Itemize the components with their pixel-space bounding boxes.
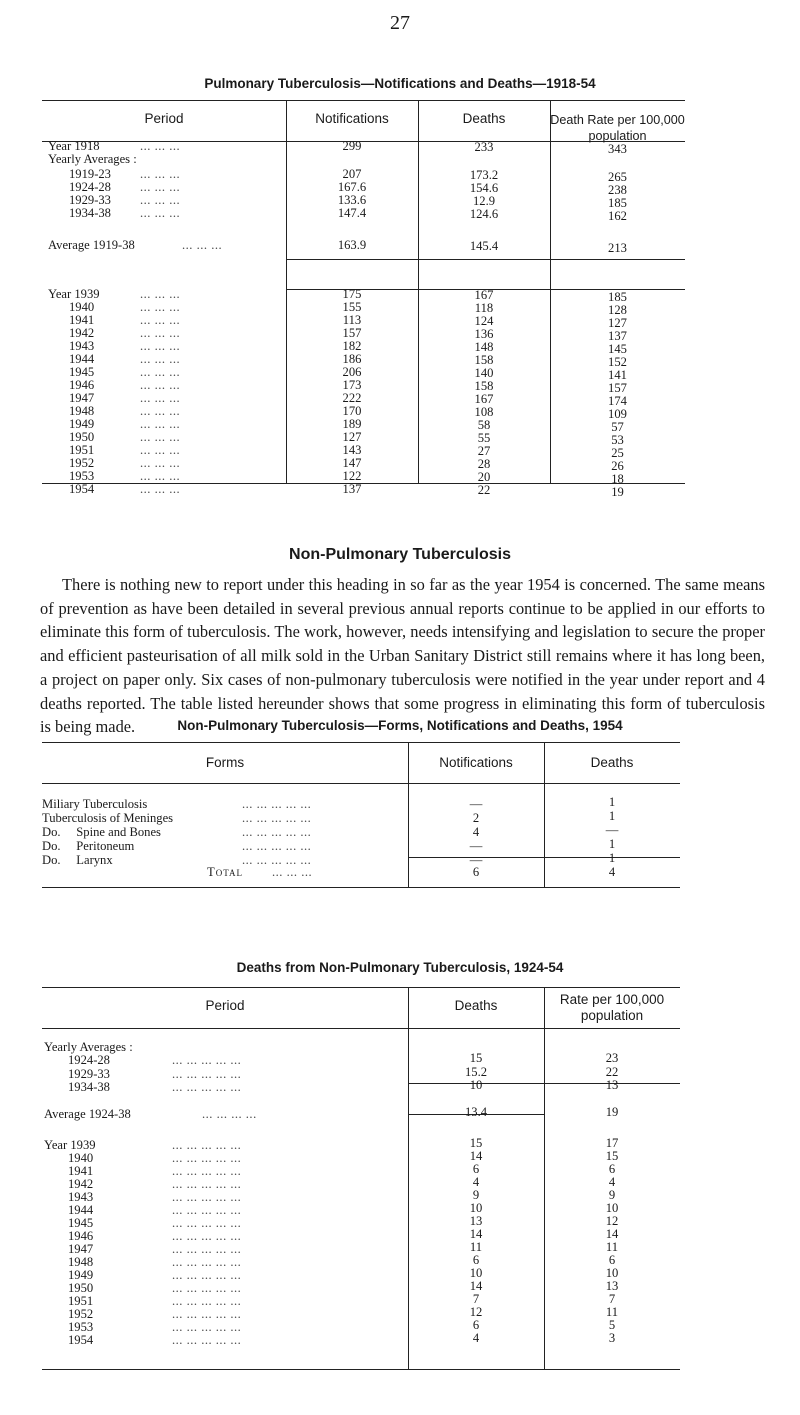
leader-dots: ... ... ... [182, 238, 223, 252]
notifications-cell: 147.4 [337, 206, 367, 220]
pulmonary-table [42, 100, 685, 499]
notifications-cell: 147 [342, 456, 362, 470]
rate-cell: 185 [608, 196, 627, 210]
rate-cell: 145 [608, 342, 627, 356]
deaths-cell: 20 [477, 470, 491, 484]
leader-dots: ... ... ... [140, 300, 181, 314]
table1-title: Pulmonary Tuberculosis—Notifications and Deaths—1918-54 [204, 76, 596, 91]
row-label: Do. Larynx [42, 853, 113, 867]
leader-dots: ... ... ... [140, 469, 181, 483]
row-label: 1946 [69, 378, 95, 392]
row-label: Yearly Averages : [48, 152, 137, 166]
row-label: 1953 [69, 469, 95, 483]
notifications-cell: 157 [342, 326, 362, 340]
deaths-cell: 11 [469, 1240, 483, 1254]
leader-dots: ... ... ... ... ... [242, 853, 312, 867]
rate-cell: 141 [608, 368, 627, 382]
deaths-cell: 1 [608, 809, 616, 823]
deaths-cell: 118 [474, 301, 494, 315]
deaths-cell: 14 [469, 1149, 483, 1163]
deaths-cell: 158 [474, 379, 494, 393]
rate-cell: 157 [608, 381, 627, 395]
notifications-cell: 122 [342, 469, 362, 483]
col-rate: Rate per 100,000 population [559, 992, 665, 1023]
leader-dots: ... ... ... ... ... [172, 1268, 242, 1282]
row-label: 1954 [68, 1333, 94, 1347]
row-label: 1943 [69, 339, 95, 353]
notifications-cell: 299 [342, 139, 362, 153]
row-label: 1945 [68, 1216, 94, 1230]
row-label: 1946 [68, 1229, 94, 1243]
row-label: 1941 [69, 313, 95, 327]
rate-cell: 185 [608, 290, 627, 304]
notifications-cell: 182 [342, 339, 362, 353]
leader-dots: ... ... ... ... ... [172, 1151, 242, 1165]
leader-dots: ... ... ... ... ... [172, 1307, 242, 1321]
deaths-cell: 10 [469, 1201, 483, 1215]
deaths-cell: 136 [474, 327, 494, 341]
rate-cell: 213 [608, 241, 627, 255]
rate-cell: 6 [608, 1253, 616, 1267]
row-label: 1942 [68, 1177, 94, 1191]
table3-title: Deaths from Non-Pulmonary Tuberculosis, 1924-54 [236, 960, 564, 975]
rate-cell: 11 [605, 1240, 619, 1254]
non-pulmonary-deaths-table [42, 987, 680, 1370]
rate-cell: 174 [608, 394, 627, 408]
deaths-cell: 15.2 [464, 1065, 488, 1079]
notifications-cell: 2 [472, 811, 480, 825]
col-deaths: Deaths [462, 111, 506, 126]
row-label: 1948 [68, 1255, 94, 1269]
table2-header [42, 743, 680, 784]
rate-cell: 127 [608, 316, 627, 330]
deaths-cell: — [605, 823, 619, 837]
leader-dots: ... ... ... ... ... [172, 1281, 242, 1295]
deaths-cell: 145.4 [469, 239, 499, 253]
row-label: 1941 [68, 1164, 94, 1178]
deaths-cell: 28 [477, 457, 491, 471]
rate-cell: 26 [611, 459, 624, 473]
deaths-cell: 13.4 [464, 1105, 488, 1119]
row-label: 1929-33 [68, 1067, 110, 1081]
leader-dots: ... ... ... ... ... [172, 1255, 242, 1269]
leader-dots: ... ... ... [140, 391, 181, 405]
page-number: 27 [390, 12, 410, 34]
col-deaths: Deaths [590, 755, 634, 770]
deaths-cell: 167 [474, 392, 494, 406]
total-notifications: 6 [472, 865, 480, 879]
deaths-cell: 7 [472, 1292, 480, 1306]
rate-cell: 109 [608, 407, 627, 421]
row-label: 1940 [68, 1151, 94, 1165]
leader-dots: ... ... ... [140, 378, 181, 392]
rate-cell: 53 [611, 433, 624, 447]
row-label: Average 1919-38 [48, 238, 135, 252]
rate-cell: 128 [608, 303, 627, 317]
rate-cell: 4 [608, 1175, 616, 1189]
leader-dots: ... ... ... ... ... [172, 1333, 242, 1347]
rate-cell: 152 [608, 355, 627, 369]
leader-dots: ... ... ... ... ... [242, 797, 312, 811]
deaths-cell: 6 [472, 1162, 480, 1176]
rate-cell: 9 [608, 1188, 616, 1202]
row-label: 1947 [69, 391, 95, 405]
deaths-cell: 14 [469, 1279, 483, 1293]
deaths-cell: 58 [477, 418, 491, 432]
leader-dots: ... ... ... [140, 139, 181, 153]
row-label: 1951 [69, 443, 95, 457]
row-label: 1949 [68, 1268, 94, 1282]
rate-cell: 19 [611, 485, 624, 499]
rate-cell: 10 [605, 1201, 619, 1215]
row-label: 1924-28 [69, 180, 111, 194]
leader-dots: ... ... ... ... ... [242, 839, 312, 853]
deaths-cell: 1 [608, 795, 616, 809]
leader-dots: ... ... ... [140, 482, 181, 496]
row-label: 1924-28 [68, 1053, 110, 1067]
rate-cell: 137 [608, 329, 627, 343]
rate-cell: 7 [608, 1292, 616, 1306]
leader-dots: ... ... ... [140, 180, 181, 194]
row-label: 1943 [68, 1190, 94, 1204]
notifications-cell: — [469, 853, 483, 867]
row-label: 1919-23 [69, 167, 111, 181]
notifications-cell: 222 [342, 391, 362, 405]
leader-dots: ... ... ... ... ... [172, 1138, 242, 1152]
notifications-cell: 155 [342, 300, 362, 314]
leader-dots: ... ... ... [140, 365, 181, 379]
rate-cell: 11 [605, 1305, 619, 1319]
rate-cell: 18 [611, 472, 624, 486]
deaths-cell: 6 [472, 1318, 480, 1332]
deaths-cell: 12 [469, 1305, 483, 1319]
leader-dots: ... ... ... ... ... [172, 1242, 242, 1256]
rate-cell: 162 [608, 209, 627, 223]
col-notifications: Notifications [315, 111, 389, 126]
row-label: 1954 [69, 482, 95, 496]
leader-dots: ... ... ... ... ... [172, 1164, 242, 1178]
deaths-cell: 4 [472, 1331, 480, 1345]
leader-dots: ... ... ... ... ... [172, 1053, 242, 1067]
row-label: 1942 [69, 326, 95, 340]
table3-header [42, 988, 680, 1029]
row-label: 1940 [69, 300, 95, 314]
deaths-cell: 167 [474, 288, 494, 302]
row-label: 1952 [69, 456, 95, 470]
row-label: 1950 [68, 1281, 94, 1295]
deaths-cell: 148 [474, 340, 494, 354]
deaths-cell: 140 [474, 366, 494, 380]
leader-dots: ... ... ... [140, 167, 181, 181]
leader-dots: ... ... ... ... ... [242, 811, 312, 825]
total-deaths: 4 [608, 865, 616, 879]
deaths-cell: 10 [469, 1266, 483, 1280]
row-label: 1948 [69, 404, 95, 418]
total-label: Total [207, 865, 243, 879]
deaths-cell: 158 [474, 353, 494, 367]
notifications-cell: — [469, 839, 483, 853]
deaths-cell: 6 [472, 1253, 480, 1267]
row-label: 1945 [69, 365, 95, 379]
deaths-cell: 154.6 [469, 181, 499, 195]
leader-dots: ... ... ... [140, 206, 181, 220]
rate-cell: 15 [605, 1149, 619, 1163]
rate-cell: 5 [608, 1318, 616, 1332]
row-label: 1950 [69, 430, 95, 444]
leader-dots: ... ... ... [140, 352, 181, 366]
leader-dots: ... ... ... ... ... [242, 825, 312, 839]
deaths-cell: 14 [469, 1227, 483, 1241]
notifications-cell: 127 [342, 430, 362, 444]
deaths-cell: 55 [477, 431, 491, 445]
notifications-cell: 143 [342, 443, 362, 457]
rate-cell: 17 [605, 1136, 619, 1150]
leader-dots: ... ... ... [140, 417, 181, 431]
leader-dots: ... ... ... [140, 339, 181, 353]
col-deaths: Deaths [454, 998, 498, 1013]
row-label: 1952 [68, 1307, 94, 1321]
row-label: 1947 [68, 1242, 94, 1256]
rate-cell: 25 [611, 446, 624, 460]
row-label: 1929-33 [69, 193, 111, 207]
notifications-cell: 186 [342, 352, 362, 366]
notifications-cell: 4 [472, 825, 480, 839]
row-label: Year 1939 [44, 1138, 96, 1152]
deaths-cell: 1 [608, 837, 616, 851]
row-label: Miliary Tuberculosis [42, 797, 148, 811]
rate-cell: 10 [605, 1266, 619, 1280]
row-label: 1944 [68, 1203, 94, 1217]
leader-dots: ... ... ... ... ... [172, 1177, 242, 1191]
notifications-cell: 167.6 [337, 180, 367, 194]
non-pulmonary-forms-table [42, 742, 680, 888]
deaths-cell: 1 [608, 851, 616, 865]
section-paragraph: There is nothing new to report under this heading in so far as the year 1954 is concerned. The same means of prevention as have been detailed in several previous annual reports continue to be applied in our efforts to eliminate this form of tuberculosis. The work, however, needs intensifying and legislation to secure the proper and efficient pasteurisation of all milk sold in the Urban Sanitary District still remains where it has long been, a project on paper only. Six cases of non-pulmonary tuberculosis were notified in the year under report and 4 deaths reported. The table listed hereunder shows that some progress in eliminating this form of tuberculosis is being made. [40, 575, 765, 737]
notifications-cell: 207 [342, 167, 362, 181]
leader-dots: ... ... ... ... ... [172, 1294, 242, 1308]
deaths-cell: 9 [472, 1188, 480, 1202]
rate-cell: 14 [605, 1227, 619, 1241]
row-label: 1934-38 [69, 206, 111, 220]
row-label: 1934-38 [68, 1080, 110, 1094]
deaths-cell: 173.2 [469, 168, 499, 182]
deaths-cell: 22 [477, 483, 491, 497]
row-label: Do. Spine and Bones [42, 825, 161, 839]
notifications-cell: 173 [342, 378, 362, 392]
notifications-cell: — [469, 797, 483, 811]
leader-dots: ... ... ... ... [202, 1107, 257, 1121]
row-label: Do. Peritoneum [42, 839, 135, 853]
deaths-cell: 15 [469, 1136, 483, 1150]
notifications-cell: 113 [342, 313, 362, 327]
leader-dots: ... ... ... [140, 287, 181, 301]
notifications-cell: 163.9 [337, 238, 367, 252]
col-forms: Forms [205, 755, 245, 770]
leader-dots: ... ... ... ... ... [172, 1320, 242, 1334]
row-label: 1949 [69, 417, 95, 431]
row-label: 1951 [68, 1294, 94, 1308]
row-label: Tuberculosis of Meninges [42, 811, 174, 825]
rate-cell: 19 [605, 1105, 619, 1119]
deaths-cell: 124.6 [469, 207, 499, 221]
row-label: 1944 [69, 352, 95, 366]
deaths-cell: 13 [469, 1214, 483, 1228]
col-period: Period [144, 111, 184, 126]
notifications-cell: 189 [342, 417, 362, 431]
deaths-cell: 124 [474, 314, 494, 328]
notifications-cell: 133.6 [337, 193, 367, 207]
col-death-rate: Death Rate per 100,000 population [550, 113, 685, 143]
deaths-cell: 233 [474, 140, 494, 154]
rate-cell: 57 [611, 420, 624, 434]
rate-cell: 238 [608, 183, 627, 197]
rate-cell: 13 [605, 1078, 619, 1092]
deaths-cell: 10 [469, 1078, 483, 1092]
rate-cell: 12 [605, 1214, 619, 1228]
leader-dots: ... ... ... ... ... [172, 1203, 242, 1217]
rate-cell: 3 [608, 1331, 616, 1345]
row-label: Year 1939 [48, 287, 100, 301]
rate-cell: 23 [605, 1051, 619, 1065]
rate-cell: 22 [605, 1065, 619, 1079]
leader-dots: ... ... ... ... ... [172, 1229, 242, 1243]
leader-dots: ... ... ... ... ... [172, 1190, 242, 1204]
notifications-cell: 170 [342, 404, 362, 418]
deaths-cell: 108 [474, 405, 494, 419]
rate-cell: 343 [608, 142, 627, 156]
table2-title: Non-Pulmonary Tuberculosis—Forms, Notifications and Deaths, 1954 [177, 718, 623, 733]
total-dots: ... ... ... [272, 865, 313, 879]
rate-cell: 13 [605, 1279, 619, 1293]
section-heading: Non-Pulmonary Tuberculosis [289, 546, 511, 563]
rate-cell: 265 [608, 170, 627, 184]
col-notifications: Notifications [439, 755, 513, 770]
deaths-cell: 27 [477, 444, 491, 458]
leader-dots: ... ... ... [140, 443, 181, 457]
table1-header [42, 101, 685, 142]
deaths-cell: 12.9 [472, 194, 496, 208]
notifications-cell: 175 [342, 287, 362, 301]
leader-dots: ... ... ... [140, 456, 181, 470]
rate-cell: 6 [608, 1162, 616, 1176]
row-label: Average 1924-38 [44, 1107, 131, 1121]
leader-dots: ... ... ... [140, 313, 181, 327]
leader-dots: ... ... ... ... ... [172, 1216, 242, 1230]
leader-dots: ... ... ... [140, 430, 181, 444]
row-label: Yearly Averages : [44, 1040, 133, 1054]
row-label: Year 1918 [48, 139, 100, 153]
deaths-cell: 15 [469, 1051, 483, 1065]
t1-rule-avg-top [286, 259, 685, 260]
leader-dots: ... ... ... [140, 326, 181, 340]
deaths-cell: 4 [472, 1175, 480, 1189]
leader-dots: ... ... ... [140, 404, 181, 418]
col-period: Period [205, 998, 245, 1013]
leader-dots: ... ... ... ... ... [172, 1080, 242, 1094]
leader-dots: ... ... ... [140, 193, 181, 207]
notifications-cell: 137 [342, 482, 362, 496]
notifications-cell: 206 [342, 365, 362, 379]
leader-dots: ... ... ... ... ... [172, 1067, 242, 1081]
row-label: 1953 [68, 1320, 94, 1334]
